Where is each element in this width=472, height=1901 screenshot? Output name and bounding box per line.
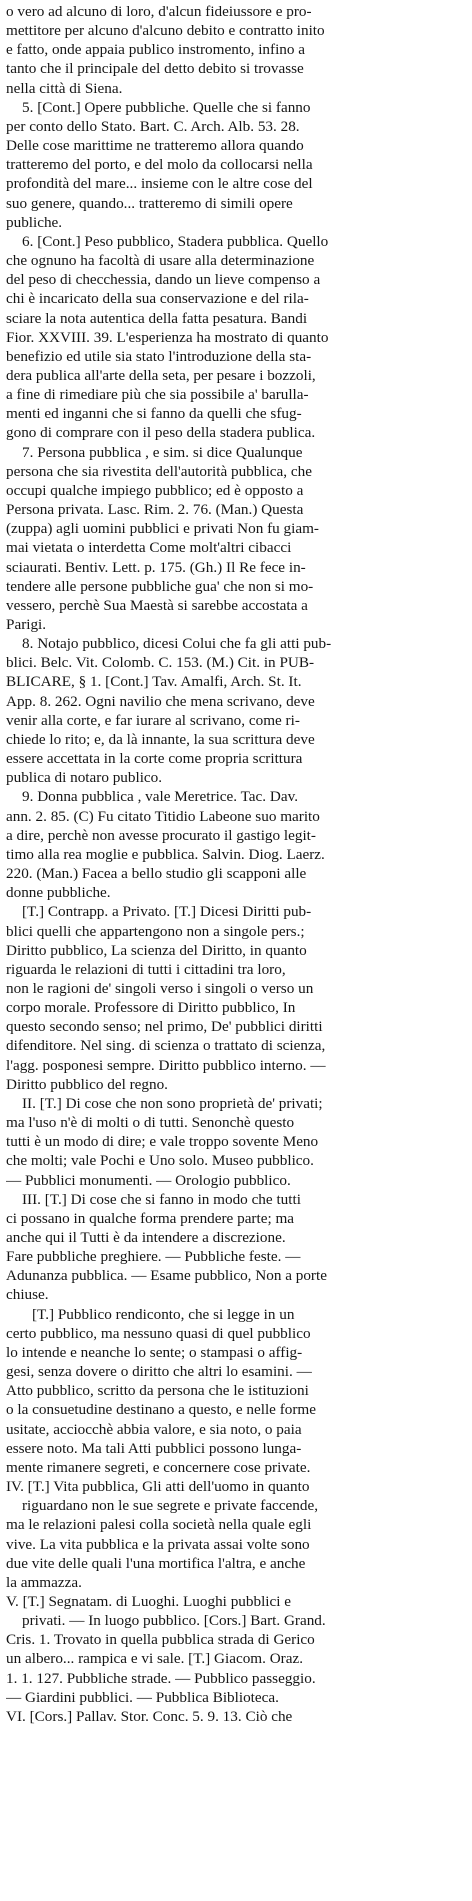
text-line: gesi, senza dovere o diritto che altri lo esamini. — — [6, 1363, 312, 1381]
text-line: difenditore. Nel sing. di scienza o trattato di scienza, — [6, 1037, 326, 1055]
text-line: riguarda le relazioni di tutti i cittadini tra loro, — [6, 960, 286, 978]
text-line: mettitore per alcuno d'alcuno debito e contratto inito — [6, 22, 325, 40]
text-line: tutti è un modo di dire; e vale troppo sovente Meno — [6, 1133, 319, 1151]
text-line: a dire, perchè non avesse procurato il gastigo legit- — [6, 826, 316, 844]
text-line: Atto pubblico, scritto da persona che le istituzioni — [6, 1382, 309, 1400]
text-line: III. [T.] Di cose che si fanno in modo che tutti — [22, 1190, 301, 1208]
text-line: II. [T.] Di cose che non sono proprietà de' privati; — [22, 1094, 323, 1112]
text-line: nella città di Siena. — [6, 79, 123, 97]
text-line: Fior. XXVIII. 39. L'esperienza ha mostrato di quanto — [6, 328, 329, 346]
text-line: blici. Belc. Vit. Colomb. C. 153. (M.) Cit. in PUB- — [6, 654, 315, 672]
text-line: o vero ad alcuno di loro, d'alcun fideiussore e pro- — [6, 3, 312, 20]
text-line: 6. [Cont.] Peso pubblico, Stadera pubblica. Quello — [22, 232, 329, 250]
text-line: due vite delle quali l'una mortifica l'altra, e anche — [6, 1554, 306, 1572]
text-line: 5. [Cont.] Opere pubbliche. Quelle che si fanno — [22, 98, 311, 116]
text-line: chiede lo rito; e, da là innante, la sua scrittura deve — [6, 730, 315, 748]
text-line: Persona privata. Lasc. Rim. 2. 76. (Man.) Questa — [6, 501, 304, 519]
text-line: a fine di rimediare più che sia possibile a' barulla- — [6, 386, 309, 404]
text-line: 9. Donna pubblica , vale Meretrice. Tac. Dav. — [22, 788, 298, 806]
text-line: Diritto pubblico del regno. — [6, 1075, 168, 1093]
text-line: Fare pubbliche preghiere. — Pubbliche feste. — — [6, 1248, 301, 1266]
text-line: — Giardini pubblici. — Pubblica Biblioteca. — [6, 1688, 279, 1706]
text-line: corpo morale. Professore di Diritto pubblico, In — [6, 999, 296, 1017]
text-line: ann. 2. 85. (C) Fu citato Titidio Labeone suo marito — [6, 807, 320, 825]
text-line: anche qui il Tutti è da intendere a discrezione. — [6, 1229, 286, 1246]
text-line: 7. Persona pubblica , e sim. si dice Qualunque — [22, 443, 303, 461]
text-line: IV. [T.] Vita pubblica, Gli atti dell'uomo in quanto — [6, 1478, 310, 1496]
text-line: — Pubblici monumenti. — Orologio pubblico. — [6, 1171, 291, 1189]
text-line: riguardano non le sue segrete e private faccende, — [22, 1497, 319, 1515]
text-line: dera publica all'arte della seta, per pesare i bozzoli, — [6, 366, 316, 384]
text-line: Cris. 1. Trovato in quella pubblica strada di Gerico — [6, 1631, 315, 1649]
text-line: e fatto, onde appaia publico instromento, infino a — [6, 41, 306, 59]
text-line: la ammazza. — [6, 1573, 82, 1591]
text-line: 8. Notajo pubblico, dicesi Colui che fa gli atti pub- — [22, 635, 332, 653]
text-line: o la consuetudine destinano a questo, e nelle forme — [6, 1401, 316, 1419]
text-line: V. [T.] Segnatam. di Luoghi. Luoghi pubblici e — [6, 1592, 292, 1610]
text-line: Delle cose marittime ne tratteremo allora quando — [6, 137, 304, 155]
text-line: privati. — In luogo pubblico. [Cors.] Bart. Grand. — [22, 1612, 326, 1630]
text-line: [T.] Pubblico rendiconto, che si legge in un — [32, 1305, 295, 1323]
text-line: gono di comprare con il peso della stadera publica. — [6, 424, 316, 442]
text-line: publica di notaro publico. — [6, 769, 163, 787]
text-line: Adunanza pubblica. — Esame pubblico, Non a porte — [6, 1267, 327, 1285]
text-line: tratteremo del porto, e del molo da collocarsi nella — [6, 156, 313, 174]
text-line: vive. La vita pubblica e la privata assai volte sono — [6, 1535, 310, 1553]
text-line: chi è incaricato della sua conservazione e del rila- — [6, 290, 309, 308]
dictionary-text-column — [6, 2, 462, 1726]
text-line: benefizio ed utile sia stato l'introduzione della sta- — [6, 347, 312, 365]
text-line: un albero... rampica e vi sale. [T.] Giacom. Oraz. — [6, 1650, 304, 1668]
text-line: BLICARE, § 1. [Cont.] Tav. Amalfi, Arch. St. It. — [6, 673, 302, 691]
text-line: occupi qualche impiego pubblico; ed è opposto a — [6, 481, 304, 499]
text-line: mente rimanere segreti, e concernere cose private. — [6, 1458, 311, 1476]
text-line: l'agg. posponesi sempre. Diritto pubblico interno. — — [6, 1056, 326, 1074]
text-line: tendere alle persone pubbliche gua' che non si mo- — [6, 577, 314, 595]
text-line: lo intende e neanche lo sente; o stampasi o affig- — [6, 1343, 303, 1361]
text-line: del peso di checchessia, dando un lieve compenso a — [6, 271, 321, 289]
text-line: certo pubblico, ma nessuno quasi di quel pubblico — [6, 1324, 311, 1342]
text-line: [T.] Contrapp. a Privato. [T.] Dicesi Diritti pub- — [22, 903, 312, 921]
text-line: Parigi. — [6, 616, 47, 633]
text-line: chiuse. — [6, 1286, 49, 1304]
text-line: profondità del mare... insieme con le altre cose del — [6, 175, 313, 193]
text-line: ma l'uso n'è di molti o di tutti. Senonchè questo — [6, 1114, 295, 1132]
text-line: che molti; vale Pochi e Uno solo. Museo pubblico. — [6, 1152, 314, 1170]
text-line: mai vietata o interdetta Come molt'altri cibacci — [6, 539, 292, 557]
text-line: suo genere, quando... tratteremo di simili opere — [6, 194, 293, 212]
text-line: questo secondo senso; nel primo, De' pubblici diritti — [6, 1018, 323, 1036]
text-line: 220. (Man.) Facea a bello studio gli scapponi alle — [6, 865, 307, 883]
text-line: usitate, acciocchè abbia valore, e sia noto, o paia — [6, 1420, 302, 1438]
text-line: sciaurati. Bentiv. Lett. p. 175. (Gh.) Il Re fece in- — [6, 558, 306, 576]
text-line: (zuppa) agli uomini pubblici e privati Non fu giam- — [6, 520, 319, 538]
text-line: blici quelli che appartengono non a singole pers.; — [6, 922, 305, 940]
text-line: ci possano in qualche forma prendere parte; ma — [6, 1209, 295, 1227]
text-line: sciare la nota autentica della fatta pesatura. Bandi — [6, 309, 308, 327]
text-line: non le ragioni de' singoli verso i singoli o verso un — [6, 979, 314, 997]
text-line: essere noto. Ma tali Atti pubblici possono lunga- — [6, 1439, 302, 1457]
text-line: che ognuno ha facoltà di usare alla determinazione — [6, 252, 315, 270]
text-line: VI. [Cors.] Pallav. Stor. Conc. 5. 9. 13. Ciò che — [6, 1707, 293, 1725]
text-line: tanto che il principale del detto debito si trovasse — [6, 60, 304, 78]
text-line: essere accettata in la corte come propria scrittura — [6, 750, 303, 768]
text-line: venir alla corte, e far iurare al scrivano, come ri- — [6, 711, 300, 729]
text-line: timo alla rea moglie e pubblica. Salvin. Diog. Laerz. — [6, 845, 325, 863]
text-line: per conto dello Stato. Bart. C. Arch. Alb. 53. 28. — [6, 117, 300, 135]
text-line: ma le relazioni palesi colla società nella quale egli — [6, 1516, 312, 1534]
text-line: menti ed inganni che si fanno da quelli che sfug- — [6, 405, 302, 423]
text-line: donne pubbliche. — [6, 884, 111, 902]
text-line: persona che sia rivestita dell'autorità pubblica, che — [6, 462, 312, 480]
text-line: publiche. — [6, 213, 63, 231]
text-line: Diritto pubblico, La scienza del Diritto, in quanto — [6, 941, 307, 959]
text-line: 1. 1. 127. Pubbliche strade. — Pubblico passeggio. — [6, 1669, 316, 1687]
text-line: App. 8. 262. Ogni navilio che mena scrivano, deve — [6, 692, 315, 710]
text-line: vessero, perchè Sua Maestà si sarebbe accostata a — [6, 596, 308, 614]
